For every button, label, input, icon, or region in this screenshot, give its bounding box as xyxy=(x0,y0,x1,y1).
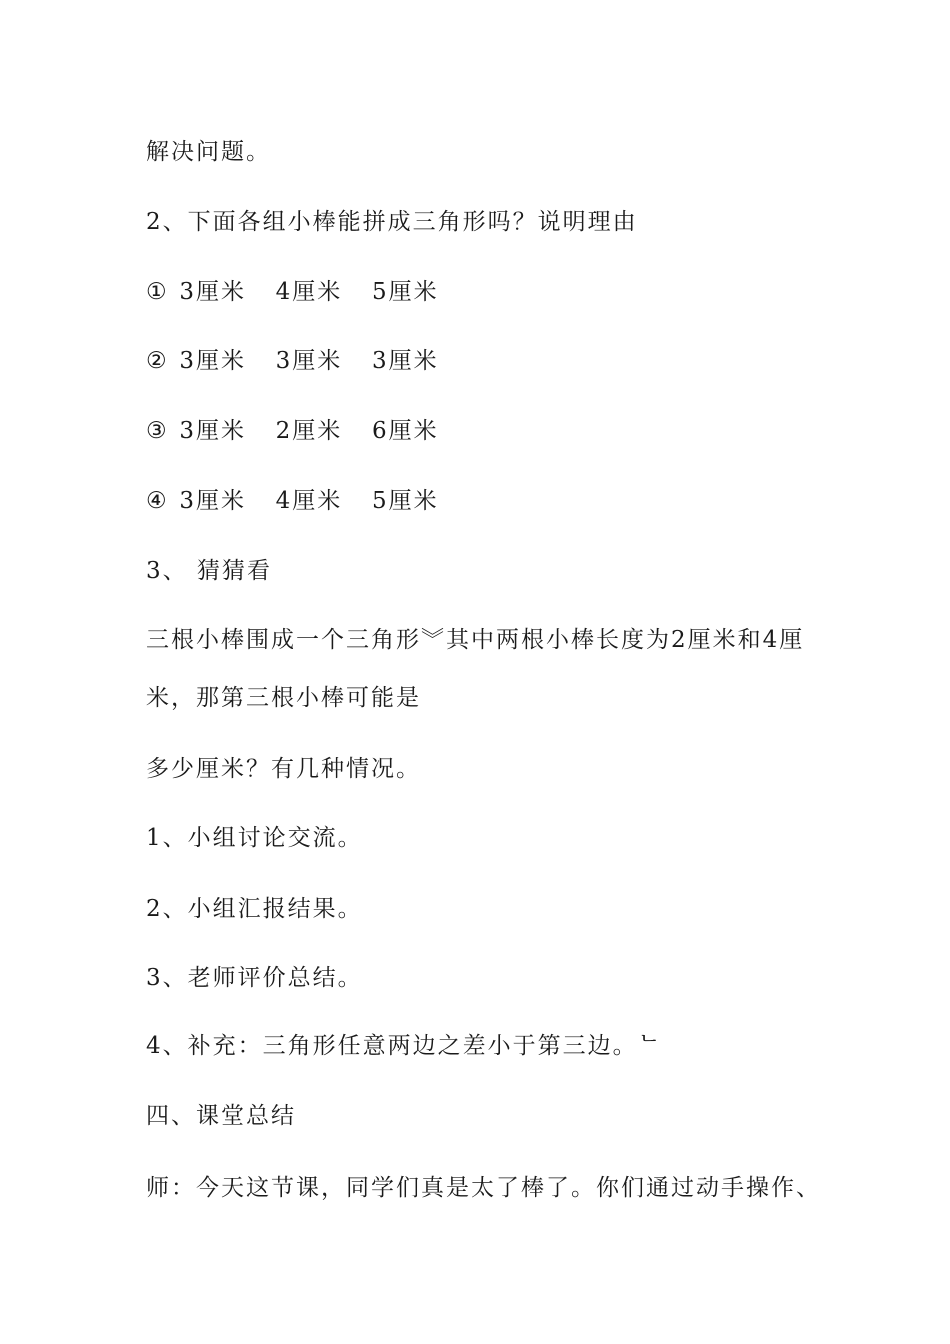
option-marker: ① xyxy=(146,279,167,305)
length-b: 4厘米 xyxy=(275,279,343,305)
length-c: 3厘米 xyxy=(371,348,439,374)
option-1 xyxy=(146,277,461,307)
step-1: 1、小组讨论交流。 xyxy=(146,825,363,851)
step-2: 2、小组汇报结果。 xyxy=(146,896,363,922)
option-marker: ③ xyxy=(146,418,167,444)
length-b: 2厘米 xyxy=(275,418,343,444)
option-3 xyxy=(146,416,461,446)
length-a: 3厘米 xyxy=(179,348,246,374)
question-3-text-1: 三根小棒围成一个三角形︾其中两根小棒长度为2厘米和4厘 xyxy=(146,627,805,653)
length-c: 5厘米 xyxy=(371,279,439,305)
option-marker: ② xyxy=(146,348,167,374)
section-4-heading: 四、课堂总结 xyxy=(146,1103,296,1129)
question-3-text-2: 米，那第三根小棒可能是 xyxy=(146,685,421,711)
length-a: 3厘米 xyxy=(179,418,246,444)
option-4 xyxy=(146,486,461,516)
length-b: 3厘米 xyxy=(275,348,343,374)
length-a: 3厘米 xyxy=(179,488,246,514)
length-c: 6厘米 xyxy=(371,418,439,444)
length-c: 5厘米 xyxy=(371,488,439,514)
option-marker: ④ xyxy=(146,488,167,514)
teacher-summary-text: 师：今天这节课，同学们真是太了棒了。你们通过动手操作、 xyxy=(146,1175,821,1201)
length-a: 3厘米 xyxy=(179,279,246,305)
step-3: 3、老师评价总结。 xyxy=(146,965,363,991)
question-2-heading: 2、下面各组小棒能拼成三角形吗？说明理由 xyxy=(146,209,638,235)
question-3-heading: 3、 猜猜看 xyxy=(146,558,272,584)
step-4: 4、补充：三角形任意两边之差小于第三边。ᄂ xyxy=(146,1033,662,1059)
length-b: 4厘米 xyxy=(275,488,343,514)
question-3-text-3: 多少厘米？有几种情况。 xyxy=(146,756,421,782)
option-2 xyxy=(146,346,461,376)
text-line-solve-problem: 解决问题。 xyxy=(146,139,271,165)
